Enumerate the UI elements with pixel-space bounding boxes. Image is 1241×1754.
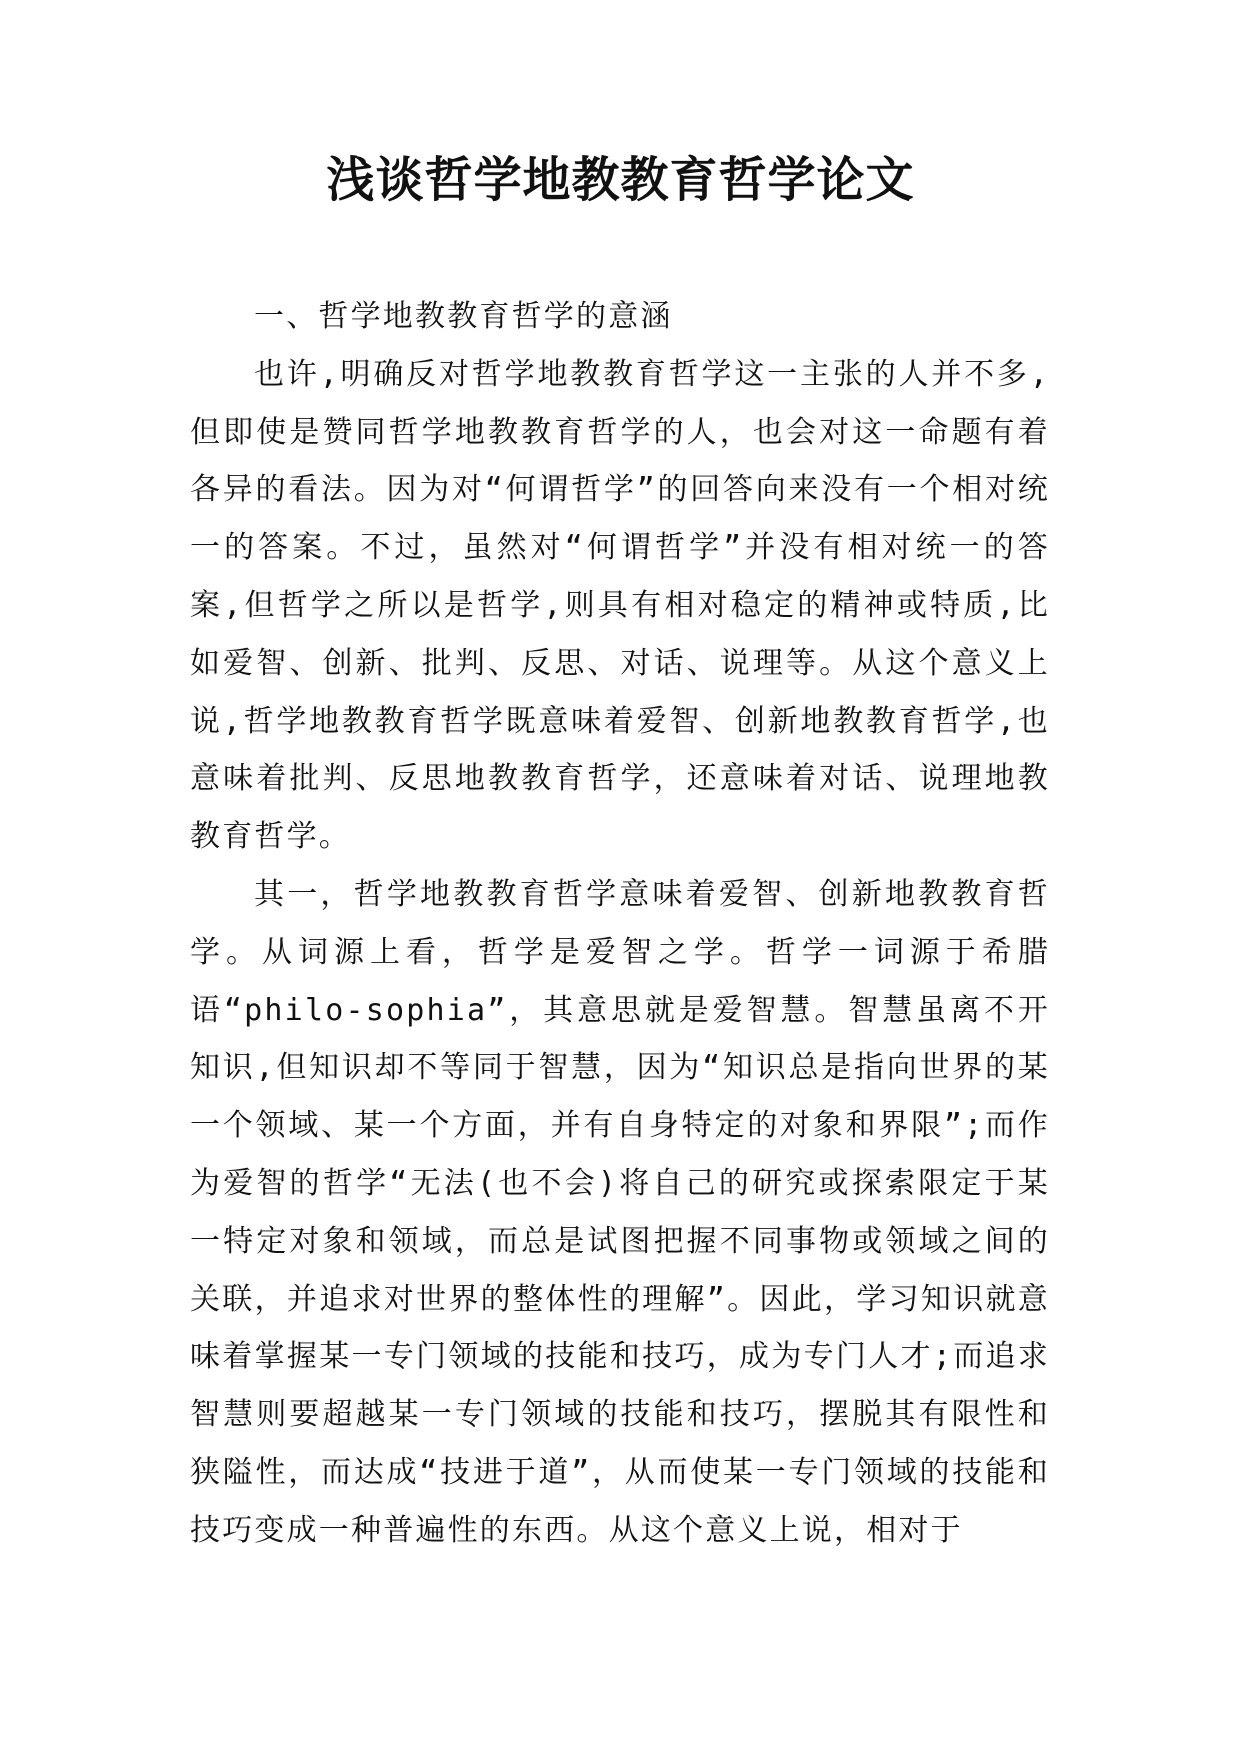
paragraph-1: 也许,明确反对哲学地教教育哲学这一主张的人并不多,但即使是赞同哲学地教教育哲学的人，也会对这一命题有着各异的看法。因为对“何谓哲学”的回答向来没有一个相对统一的答案。不过，虽然对“何谓哲学”并没有相对统一的答案,但哲学之所以是哲学,则具有相对稳定的精神或特质,比如爱智、创新、批判、反思、对话、说理等。从这个意义上说,哲学地教教育哲学既意味着爱智、创新地教教育哲学,也意味着批判、反思地教教育哲学，还意味着对话、说理地教教育哲学。 — [190, 356, 1050, 855]
document-title: 浅谈哲学地教教育哲学论文 — [326, 152, 915, 208]
document-body — [190, 288, 1050, 1560]
paragraph-2: 其一，哲学地教教育哲学意味着爱智、创新地教教育哲学。从词源上看，哲学是爱智之学。哲学一词源于希腊语“philo-sophia”，其意思就是爱智慧。智慧虽离不开知识,但知识却不等同于智慧，因为“知识总是指向世界的某一个领域、某一个方面，并有自身特定的对象和界限”;而作为爱智的哲学“无法(也不会)将自己的研究或探索限定于某一特定对象和领域，而总是试图把握不同事物或领域之间的关联，并追求对世界的整体性的理解”。因此，学习知识就意味着掌握某一专门领域的技能和技巧，成为专门人才;而追求智慧则要超越某一专门领域的技能和技巧，摆脱其有限性和狭隘性，而达成“技进于道”，从而使某一专门领域的技能和技巧变成一种普遍性的东西。从这个意义上说，相对于 — [190, 876, 1050, 1548]
section-heading: 一、哲学地教教育哲学的意涵 — [254, 299, 673, 334]
